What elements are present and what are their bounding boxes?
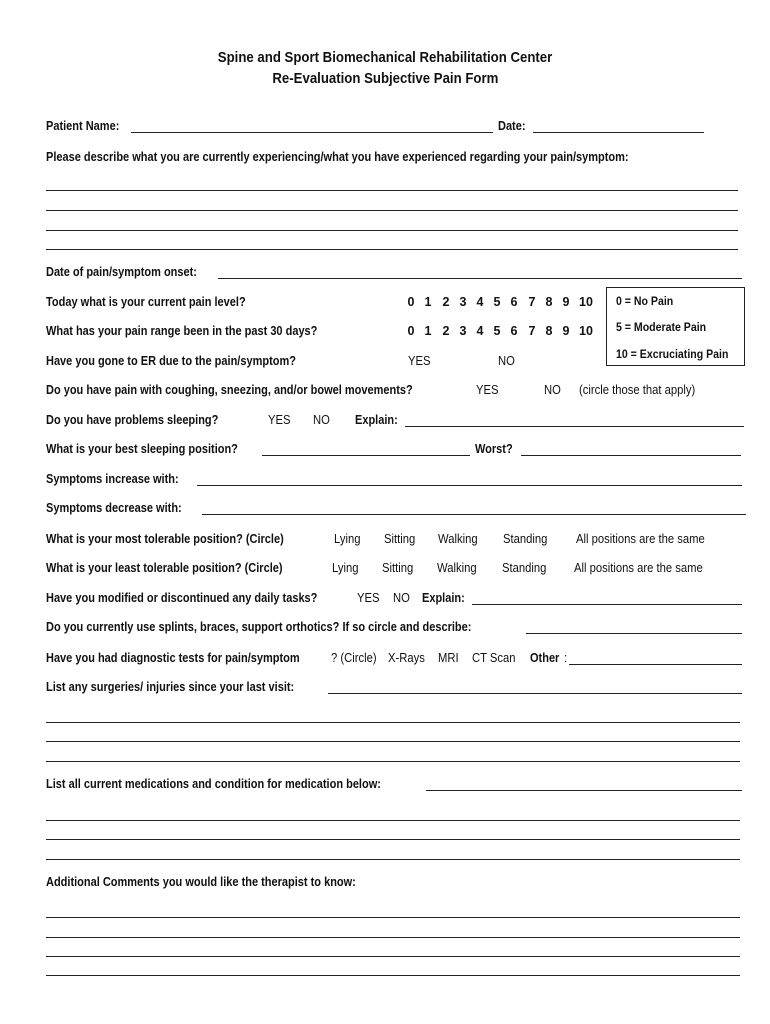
- medications-label: List all current medications and condition for medication below:: [46, 777, 381, 791]
- scale-option[interactable]: 0: [407, 324, 415, 338]
- scale-option[interactable]: 8: [545, 295, 553, 309]
- sleep-yes-option[interactable]: YES: [268, 413, 291, 427]
- diagnostics-other-field[interactable]: [569, 664, 742, 665]
- scale-option[interactable]: 1: [424, 295, 432, 309]
- describe-line-2[interactable]: [46, 210, 738, 211]
- best-sleep-position-question: What is your best sleeping position?: [46, 442, 238, 456]
- most-option-sitting[interactable]: Sitting: [384, 532, 416, 546]
- legend-no-pain: 0 = No Pain: [616, 294, 674, 308]
- onset-field[interactable]: [218, 278, 742, 279]
- cough-question: Do you have pain with coughing, sneezing, and/or bowel movements?: [46, 383, 413, 397]
- surgeries-line-2[interactable]: [46, 741, 740, 742]
- worst-sleep-position-label: Worst?: [475, 442, 513, 456]
- describe-line-4[interactable]: [46, 249, 738, 250]
- daily-tasks-no-option[interactable]: NO: [393, 591, 410, 605]
- scale-option[interactable]: 10: [579, 324, 593, 338]
- least-option-standing[interactable]: Standing: [502, 561, 547, 575]
- describe-line-3[interactable]: [46, 230, 738, 231]
- surgeries-line-1[interactable]: [46, 722, 740, 723]
- daily-tasks-question: Have you modified or discontinued any daily tasks?: [46, 591, 318, 605]
- current-pain-question: Today what is your current pain level?: [46, 295, 246, 309]
- legend-excruciating-pain: 10 = Excruciating Pain: [616, 347, 729, 361]
- circle-note: (circle those that apply): [579, 383, 696, 397]
- medications-line-1[interactable]: [46, 820, 740, 821]
- scale-option[interactable]: 10: [579, 295, 593, 309]
- scale-option[interactable]: 6: [510, 324, 518, 338]
- least-option-sitting[interactable]: Sitting: [382, 561, 414, 575]
- medications-field[interactable]: [426, 790, 742, 791]
- most-option-standing[interactable]: Standing: [503, 532, 548, 546]
- symptoms-decrease-label: Symptoms decrease with:: [46, 501, 182, 515]
- comments-line-1[interactable]: [46, 917, 740, 918]
- scale-option[interactable]: 4: [476, 295, 484, 309]
- best-sleep-position-field[interactable]: [262, 455, 470, 456]
- pain-scale-legend: [606, 287, 745, 366]
- form-title-line2: Re-Evaluation Subjective Pain Form: [272, 70, 498, 87]
- splints-question: Do you currently use splints, braces, support orthotics? If so circle and describe:: [46, 620, 472, 634]
- diagnostics-option-ct-scan[interactable]: CT Scan: [472, 651, 516, 665]
- sleep-explain-label: Explain:: [355, 413, 398, 427]
- scale-option[interactable]: 7: [528, 295, 536, 309]
- scale-option[interactable]: 7: [528, 324, 536, 338]
- scale-option[interactable]: 3: [459, 295, 467, 309]
- most-option-all-same[interactable]: All positions are the same: [576, 532, 705, 546]
- scale-option[interactable]: 9: [562, 324, 570, 338]
- legend-moderate-pain: 5 = Moderate Pain: [616, 320, 707, 334]
- comments-line-3[interactable]: [46, 956, 740, 957]
- worst-sleep-position-field[interactable]: [521, 455, 741, 456]
- scale-option[interactable]: 0: [407, 295, 415, 309]
- surgeries-label: List any surgeries/ injuries since your last visit:: [46, 680, 295, 694]
- sleep-no-option[interactable]: NO: [313, 413, 330, 427]
- diagnostics-question: Have you had diagnostic tests for pain/symptom: [46, 651, 300, 665]
- scale-option[interactable]: 8: [545, 324, 553, 338]
- symptoms-increase-field[interactable]: [197, 485, 742, 486]
- comments-line-2[interactable]: [46, 937, 740, 938]
- scale-option[interactable]: 4: [476, 324, 484, 338]
- most-option-walking[interactable]: Walking: [438, 532, 478, 546]
- symptoms-decrease-field[interactable]: [202, 514, 746, 515]
- er-question: Have you gone to ER due to the pain/symptom?: [46, 354, 296, 368]
- sleep-question: Do you have problems sleeping?: [46, 413, 219, 427]
- symptoms-increase-label: Symptoms increase with:: [46, 472, 179, 486]
- surgeries-field[interactable]: [328, 693, 742, 694]
- cough-yes-option[interactable]: YES: [476, 383, 499, 397]
- diagnostics-option-xrays[interactable]: X-Rays: [388, 651, 425, 665]
- scale-option[interactable]: 9: [562, 295, 570, 309]
- medications-line-2[interactable]: [46, 839, 740, 840]
- least-option-lying[interactable]: Lying: [332, 561, 359, 575]
- diagnostics-other-colon: :: [564, 651, 568, 665]
- scale-option[interactable]: 5: [493, 324, 501, 338]
- scale-option[interactable]: 2: [442, 324, 450, 338]
- most-tolerable-question: What is your most tolerable position? (Circle): [46, 532, 284, 546]
- scale-option[interactable]: 3: [459, 324, 467, 338]
- splints-field[interactable]: [526, 633, 742, 634]
- er-yes-option[interactable]: YES: [408, 354, 431, 368]
- diagnostics-option-mri[interactable]: MRI: [438, 651, 459, 665]
- diagnostics-other-label: Other: [530, 651, 560, 665]
- form-title-line1: Spine and Sport Biomechanical Rehabilitation Center: [217, 49, 553, 66]
- scale-option[interactable]: 1: [424, 324, 432, 338]
- daily-tasks-explain-field[interactable]: [472, 604, 742, 605]
- scale-option[interactable]: 6: [510, 295, 518, 309]
- onset-label: Date of pain/symptom onset:: [46, 265, 197, 279]
- date-label: Date:: [498, 119, 526, 133]
- er-no-option[interactable]: NO: [498, 354, 515, 368]
- date-field[interactable]: [533, 132, 704, 133]
- describe-prompt: Please describe what you are currently experiencing/what you have experienced regarding your pain/symptom:: [46, 150, 629, 164]
- daily-tasks-yes-option[interactable]: YES: [357, 591, 380, 605]
- comments-line-4[interactable]: [46, 975, 740, 976]
- pain-range-question: What has your pain range been in the past 30 days?: [46, 324, 318, 338]
- scale-option[interactable]: 2: [442, 295, 450, 309]
- cough-no-option[interactable]: NO: [544, 383, 561, 397]
- diagnostics-circle-note: ? (Circle): [331, 651, 377, 665]
- patient-name-field[interactable]: [131, 132, 493, 133]
- surgeries-line-3[interactable]: [46, 761, 740, 762]
- least-option-walking[interactable]: Walking: [437, 561, 477, 575]
- comments-label: Additional Comments you would like the therapist to know:: [46, 875, 356, 889]
- least-option-all-same[interactable]: All positions are the same: [574, 561, 703, 575]
- scale-option[interactable]: 5: [493, 295, 501, 309]
- least-tolerable-question: What is your least tolerable position? (Circle): [46, 561, 283, 575]
- most-option-lying[interactable]: Lying: [334, 532, 361, 546]
- daily-tasks-explain-label: Explain:: [422, 591, 465, 605]
- describe-line-1[interactable]: [46, 190, 738, 191]
- medications-line-3[interactable]: [46, 859, 740, 860]
- patient-name-label: Patient Name:: [46, 119, 120, 133]
- sleep-explain-field[interactable]: [405, 426, 744, 427]
